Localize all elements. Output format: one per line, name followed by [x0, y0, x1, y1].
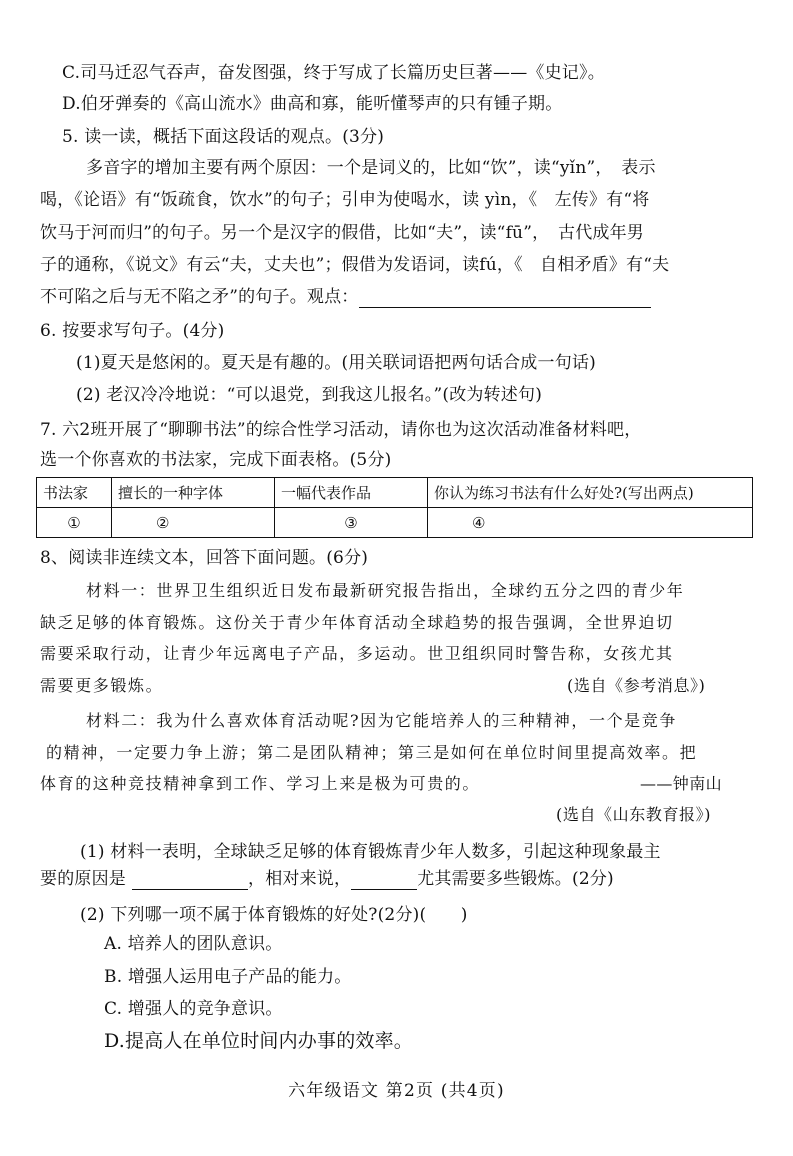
q8-sub2-line: [80, 904, 468, 926]
viewpoint-answer-blank[interactable]: [359, 289, 651, 308]
q5-paragraph-line: 子的通称，《说文》有云“夫，丈夫也”；假借为发语词，读fú，《 自相矛盾》有“夫: [40, 255, 670, 275]
table-answer-row: [37, 508, 753, 538]
q8-sub1-text-a: 要的原因是: [40, 869, 126, 889]
option-c-q8: C. 增强人的竞争意识。: [104, 999, 283, 1019]
material-1-line: 需要更多锻炼。: [40, 676, 164, 695]
question-7-title-line2: 选一个你喜欢的书法家，完成下面表格。(5分): [40, 450, 392, 470]
table-answer-cell[interactable]: ③: [275, 508, 428, 538]
table-header-cell: 书法家: [37, 478, 112, 508]
option-c: C.司马迁忍气吞声，奋发图强，终于写成了长篇历史巨著——《史记》。: [62, 63, 605, 83]
table-header-row: [37, 478, 753, 508]
question-7-title: 7. 六2班开展了“聊聊书法”的综合性学习活动，请你也为这次活动准备材料吧，: [40, 420, 642, 440]
table-header-cell: 一幅代表作品: [275, 478, 428, 508]
option-a: A. 培养人的团队意识。: [104, 934, 283, 954]
material-1-line: 材料一：世界卫生组织近日发布最新研究报告指出，全球约五分之四的青少年: [86, 581, 685, 600]
option-d-q8: D.提高人在单位时间内办事的效率。: [104, 1030, 413, 1052]
question-6-title: 6. 按要求写句子。(4分): [40, 321, 225, 341]
table-header-cell: 擅长的一种字体: [112, 478, 275, 508]
q6-item-2: (2) 老汉冷冷地说：“可以退党，到我这儿报名。”(改为转述句): [76, 385, 543, 405]
material-2-source: (选自《山东教育报》): [556, 805, 712, 824]
table-header-cell: 你认为练习书法有什么好处?(写出两点): [428, 478, 753, 508]
q5-paragraph-line: 饮马于河而归”的句子。另一个是汉字的假借，比如“夫”，读“fū”， 古代成年男: [40, 223, 644, 243]
table-answer-cell[interactable]: ④: [428, 508, 753, 538]
q8-sub2-title: (2) 下列哪一项不属于体育锻炼的好处?(2分): [80, 905, 420, 925]
group-answer-blank[interactable]: [351, 871, 417, 890]
q6-item-1: (1)夏天是悠闲的。夏天是有趣的。(用关联词语把两句话合成一句话): [76, 353, 596, 373]
option-d: D.伯牙弹奏的《高山流水》曲高和寡，能听懂琴声的只有锺子期。: [62, 94, 563, 114]
material-2-line: 材料二：我为什么喜欢体育活动呢?因为它能培养人的三种精神，一个是竞争: [86, 711, 677, 730]
reason-answer-blank[interactable]: [132, 871, 248, 890]
calligraphy-table: [36, 477, 753, 538]
material-1-line: 缺乏足够的体育锻炼。这份关于青少年体育活动全球趋势的报告强调，全世界迫切: [40, 613, 674, 632]
question-5-title: 5. 读一读，概括下面这段话的观点。(3分): [62, 127, 385, 147]
answer-parentheses[interactable]: ( ): [419, 905, 468, 925]
q5-viewpoint-label: 不可陷之后与无不陷之矛”的句子。观点：: [40, 287, 359, 307]
material-2-line: 的精神，一定要力争上游；第二是团队精神；第三是如何在单位时间里提高效率。把: [46, 743, 698, 762]
q8-sub1-text-b: ，相对来说，: [248, 869, 352, 889]
question-8-title: 8、阅读非连续文本，回答下面问题。(6分): [40, 548, 369, 568]
option-b: B. 增强人运用电子产品的能力。: [104, 967, 352, 987]
table-answer-cell[interactable]: ①: [37, 508, 112, 538]
q8-sub1-line1: (1) 材料一表明，全球缺乏足够的体育锻炼青少年人数多，引起这种现象最主: [80, 842, 661, 862]
q8-sub1-text-c: 尤其需要多些锻炼。(2分): [417, 869, 614, 889]
q8-sub1-line2: [40, 868, 614, 890]
q5-paragraph-line: 喝，《论语》有“饭疏食，饮水”的句子；引申为使喝水，读 yìn，《 左传》有“将: [40, 190, 650, 210]
q5-paragraph-line: [40, 286, 651, 308]
table-answer-cell[interactable]: ②: [112, 508, 275, 538]
page-footer: 六年级语文 第2页 (共4页): [288, 1081, 505, 1101]
material-1-source: (选自《参考消息》): [567, 676, 706, 695]
q5-paragraph-line: 多音字的增加主要有两个原因：一个是词义的，比如“饮”，读“yǐn”， 表示: [86, 158, 656, 178]
material-1-line: 需要采取行动，让青少年远离电子产品，多运动。世卫组织同时警告称，女孩尤其: [40, 644, 674, 663]
material-2-line: 体育的这种竞技精神拿到工作、学习上来是极为可贵的。: [40, 774, 481, 793]
material-2-author: ——钟南山: [640, 774, 723, 793]
